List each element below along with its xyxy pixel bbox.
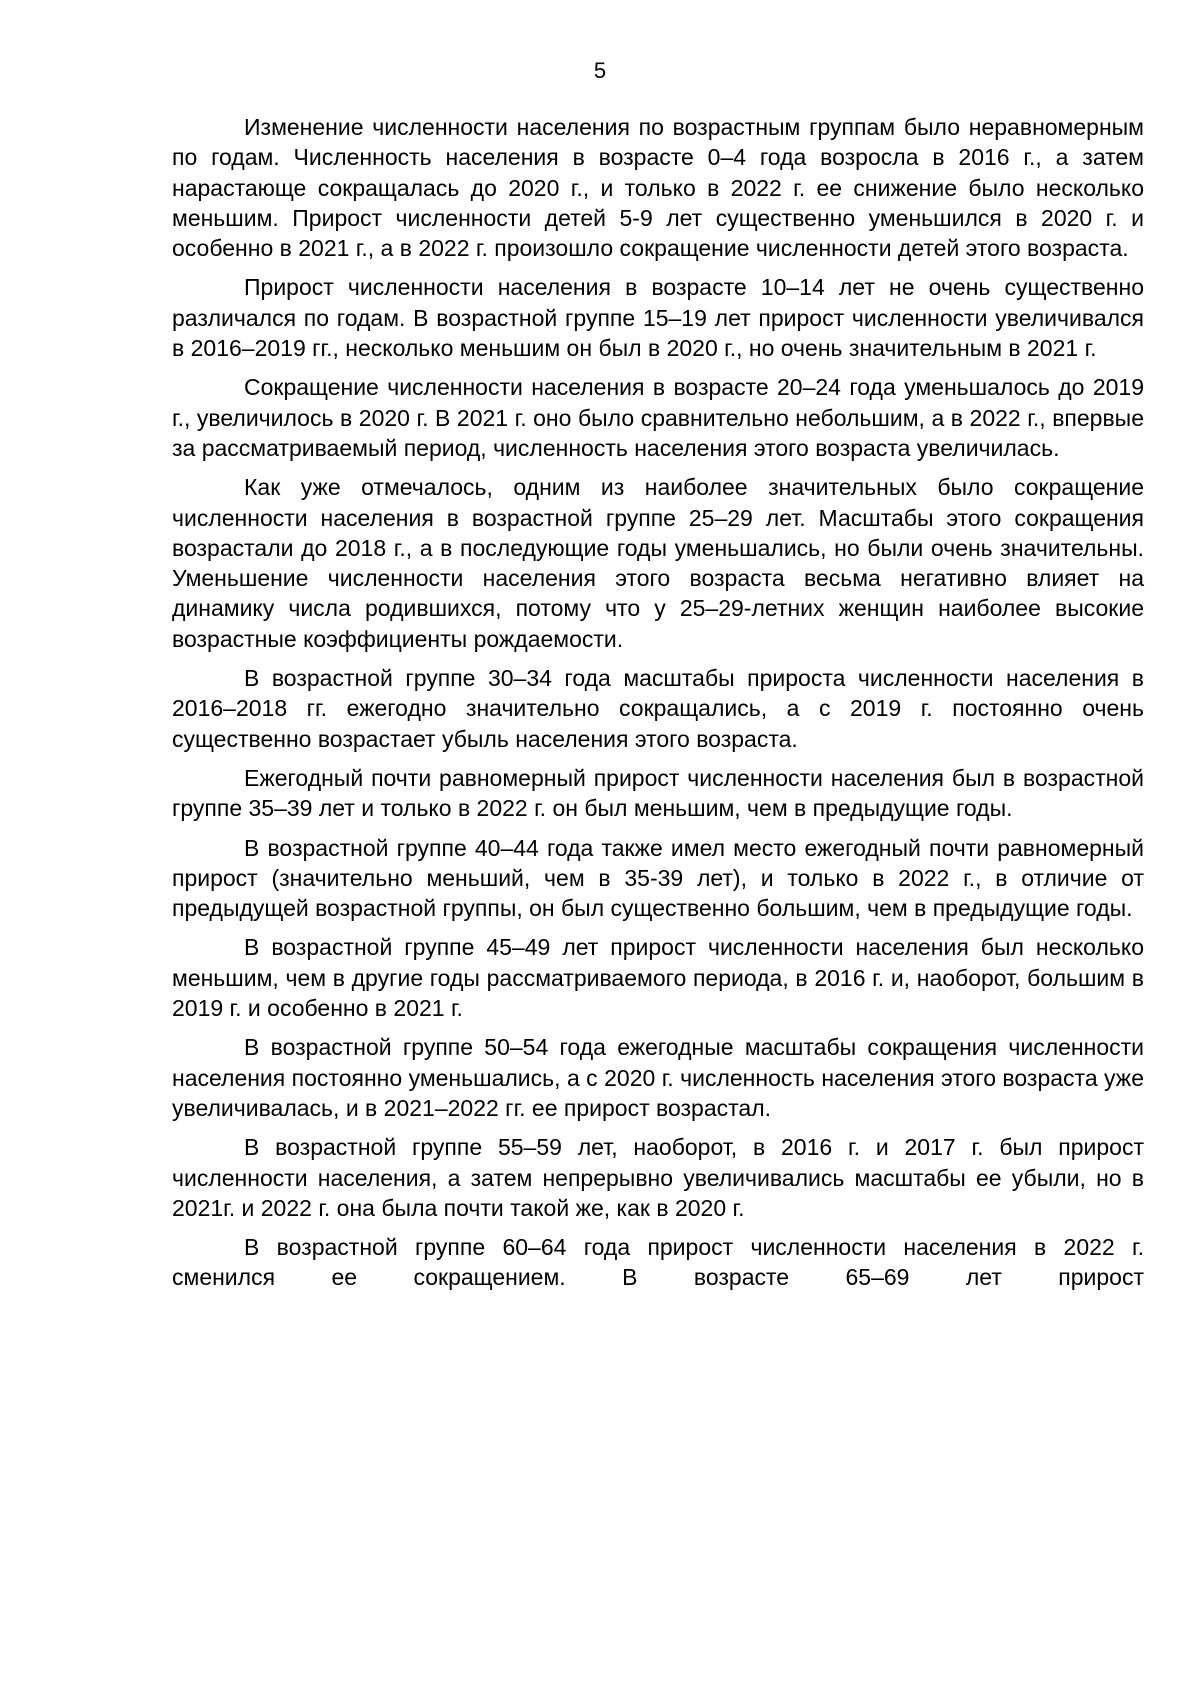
paragraph: В возрастной группе 45–49 лет прирост численности населения был несколько меньшим, чем в другие годы рассматриваемого периода, в 2016 г. и, наоборот, большим в 2019 г. и особенно в 2021 г. — [172, 934, 1144, 1022]
paragraph: В возрастной группе 30–34 года масштабы прироста численности населения в 2016–2018 гг. ежегодно значительно сокращались, а с 2019 г. постоянно очень существенно возрастает убыль населения этого возраста. — [172, 665, 1144, 752]
paragraph-continued: В возрастной группе 60–64 года прирост численности населения в 2022 г. сменился ее сокращением. В возрасте 65–69 лет прирост — [172, 1234, 1144, 1291]
paragraph: В возрастной группе 50–54 года ежегодные масштабы сокращения численности населения постоянно уменьшались, а с 2020 г. численность населения этого возраста уже увеличивалась, и в 2021–2022 гг. ее прирост возрастал. — [172, 1034, 1144, 1121]
page-number: 5 — [593, 58, 607, 83]
paragraph: Сокращение численности населения в возрасте 20–24 года уменьшалось до 2019 г., увеличилось в 2020 г. В 2021 г. оно было сравнительно небольшим, а в 2022 г., впервые за рассматриваемый период, численность населения этого возраста увеличилась. — [172, 374, 1144, 461]
paragraph: Ежегодный почти равномерный прирост численности населения был в возрастной группе 35–39 лет и только в 2022 г. он был меньшим, чем в предыдущие годы. — [172, 764, 1144, 822]
page-body — [172, 112, 1144, 1302]
paragraph: Как уже отмечалось, одним из наиболее значительных было сокращение численности населения в возрастной группе 25–29 лет. Масштабы этого сокращения возрастали до 2018 г., а в последующие годы уменьшались, но были очень значительны. Уменьшение численности населения этого возраста весьма негативно влияет на динамику числа родившихся, потому что у 25–29-летних женщин наиболее высокие возрастные коэффициенты рождаемости. — [172, 474, 1144, 652]
paragraph: Прирост численности населения в возрасте 10–14 лет не очень существенно различался по годам. В возрастной группе 15–19 лет прирост численности увеличивался в 2016–2019 гг., несколько меньшим он был в 2020 г., но очень значительным в 2021 г. — [172, 274, 1144, 362]
paragraph: В возрастной группе 40–44 года также имел место ежегодный почти равномерный прирост (значительно меньший, чем в 35-39 лет), и только в 2022 г., в отличие от предыдущей возрастной группы, он был существенно большим, чем в предыдущие годы. — [172, 834, 1144, 922]
paragraph: В возрастной группе 55–59 лет, наоборот, в 2016 г. и 2017 г. был прирост численности населения, а затем непрерывно увеличивались масштабы ее убыли, но в 2021г. и 2022 г. она была почти такой же, как в 2020 г. — [172, 1134, 1144, 1221]
paragraph: Изменение численности населения по возрастным группам было неравномерным по годам. Численность населения в возрасте 0–4 года возросла в 2016 г., а затем нарастающе сокращалась до 2020 г., и только в 2022 г. ее снижение было несколько меньшим. Прирост численности детей 5-9 лет существенно уменьшился в 2020 г. и особенно в 2021 г., а в 2022 г. произошло сокращение численности детей этого возраста. — [172, 114, 1144, 262]
